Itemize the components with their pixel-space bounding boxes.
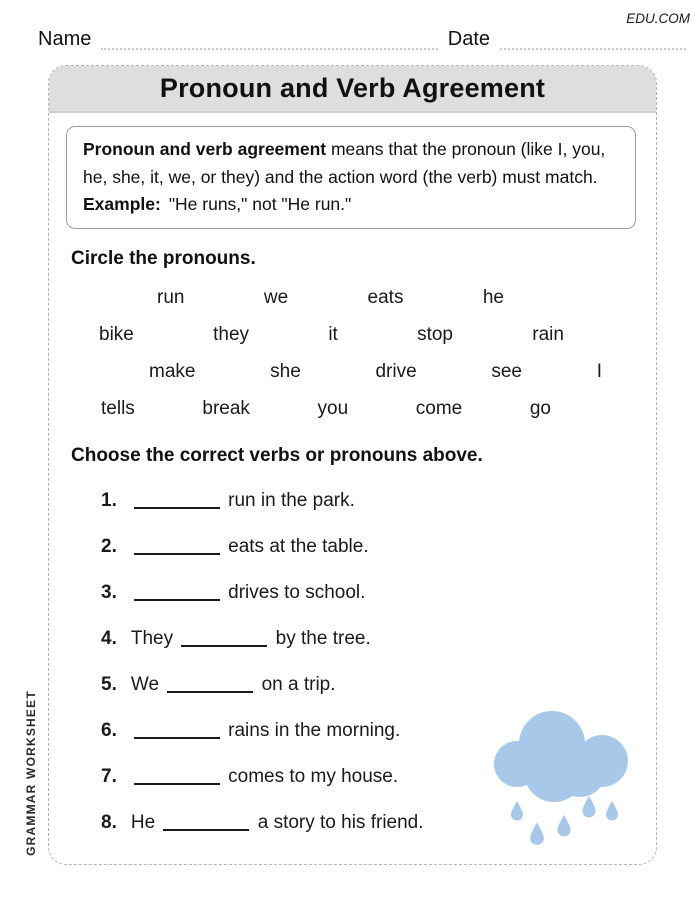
- sentence-after: by the tree.: [275, 627, 371, 649]
- sentence-before: He: [130, 811, 156, 833]
- word-he[interactable]: he: [482, 287, 504, 308]
- date-label: Date: [447, 28, 490, 50]
- word-row: [49, 317, 656, 354]
- sentence-4: [49, 616, 656, 662]
- definition-term: Pronoun and verb agreement: [83, 139, 327, 159]
- sentence-after: run in the park.: [228, 489, 355, 511]
- sentence-after: a story to his friend.: [257, 811, 424, 833]
- word-drive[interactable]: drive: [375, 361, 417, 382]
- word-row: [49, 280, 656, 317]
- sentence-after: eats at the table.: [228, 535, 369, 557]
- word-row: [49, 354, 656, 391]
- answer-blank[interactable]: [134, 497, 220, 509]
- sentence-2: [49, 524, 656, 570]
- definition-body: means that the pronoun (like I, you, he, she, it, we, or they) and the action word (the verb) must match.: [83, 139, 606, 187]
- item-number: 5.: [101, 673, 117, 695]
- item-number: 1.: [101, 489, 117, 511]
- word-they[interactable]: they: [213, 324, 250, 345]
- brand-logo-bold: EDU: [626, 11, 655, 26]
- definition-text: [83, 136, 619, 191]
- choose-section-heading: Choose the correct verbs or pronouns above.: [71, 444, 483, 466]
- word-make[interactable]: make: [149, 361, 196, 382]
- name-label: Name: [38, 28, 92, 50]
- sentence-after: on a trip.: [261, 673, 336, 695]
- item-number: 8.: [101, 811, 117, 833]
- header-fields: [38, 26, 686, 52]
- sentence-after: rains in the morning.: [228, 719, 401, 741]
- item-number: 3.: [101, 581, 117, 603]
- word-run[interactable]: run: [157, 287, 185, 308]
- sentence-after: drives to school.: [228, 581, 366, 603]
- definition-box: [66, 126, 636, 229]
- example-label: Example:: [83, 194, 161, 214]
- word-eats[interactable]: eats: [367, 287, 404, 308]
- answer-blank[interactable]: [134, 727, 220, 739]
- answer-blank[interactable]: [163, 819, 249, 831]
- sentence-1: [49, 478, 656, 524]
- example-text: "He runs," not "He run.": [168, 194, 352, 214]
- name-write-line[interactable]: [101, 48, 437, 50]
- word-rain[interactable]: rain: [532, 324, 564, 345]
- date-write-line[interactable]: [500, 48, 686, 50]
- sentence-before: They: [130, 627, 174, 649]
- answer-blank[interactable]: [134, 589, 220, 601]
- sentence-before: We: [130, 673, 160, 695]
- item-number: 2.: [101, 535, 117, 557]
- worksheet-panel: [48, 65, 657, 865]
- circle-section-heading: Circle the pronouns.: [71, 247, 256, 269]
- answer-blank[interactable]: [134, 773, 220, 785]
- word-see[interactable]: see: [491, 361, 522, 382]
- brand-logo: [626, 11, 690, 26]
- brand-logo-rest: .COM: [654, 11, 690, 26]
- word-she[interactable]: she: [270, 361, 301, 382]
- sentence-after: comes to my house.: [228, 765, 399, 787]
- page-title: Pronoun and Verb Agreement: [159, 73, 546, 103]
- word-you[interactable]: you: [317, 398, 349, 419]
- worksheet-category-label: GRAMMAR WORKSHEET: [24, 690, 38, 856]
- word-come[interactable]: come: [415, 398, 463, 419]
- sentence-3: [49, 570, 656, 616]
- word-grid: [49, 280, 656, 428]
- title-band: [49, 66, 656, 113]
- word-stop[interactable]: stop: [417, 324, 453, 345]
- word-tells[interactable]: tells: [101, 398, 135, 419]
- word-it[interactable]: it: [328, 324, 338, 345]
- answer-blank[interactable]: [181, 635, 267, 647]
- definition-example: [83, 191, 619, 219]
- answer-blank[interactable]: [134, 543, 220, 555]
- word-we[interactable]: we: [263, 287, 289, 308]
- word-bike[interactable]: bike: [99, 324, 134, 345]
- word-break[interactable]: break: [202, 398, 250, 419]
- rain-cloud-icon: [492, 699, 642, 846]
- word-i[interactable]: I: [596, 361, 602, 382]
- item-number: 4.: [101, 627, 117, 649]
- answer-blank[interactable]: [167, 681, 253, 693]
- word-go[interactable]: go: [529, 398, 551, 419]
- word-row: [49, 391, 656, 428]
- item-number: 6.: [101, 719, 117, 741]
- item-number: 7.: [101, 765, 117, 787]
